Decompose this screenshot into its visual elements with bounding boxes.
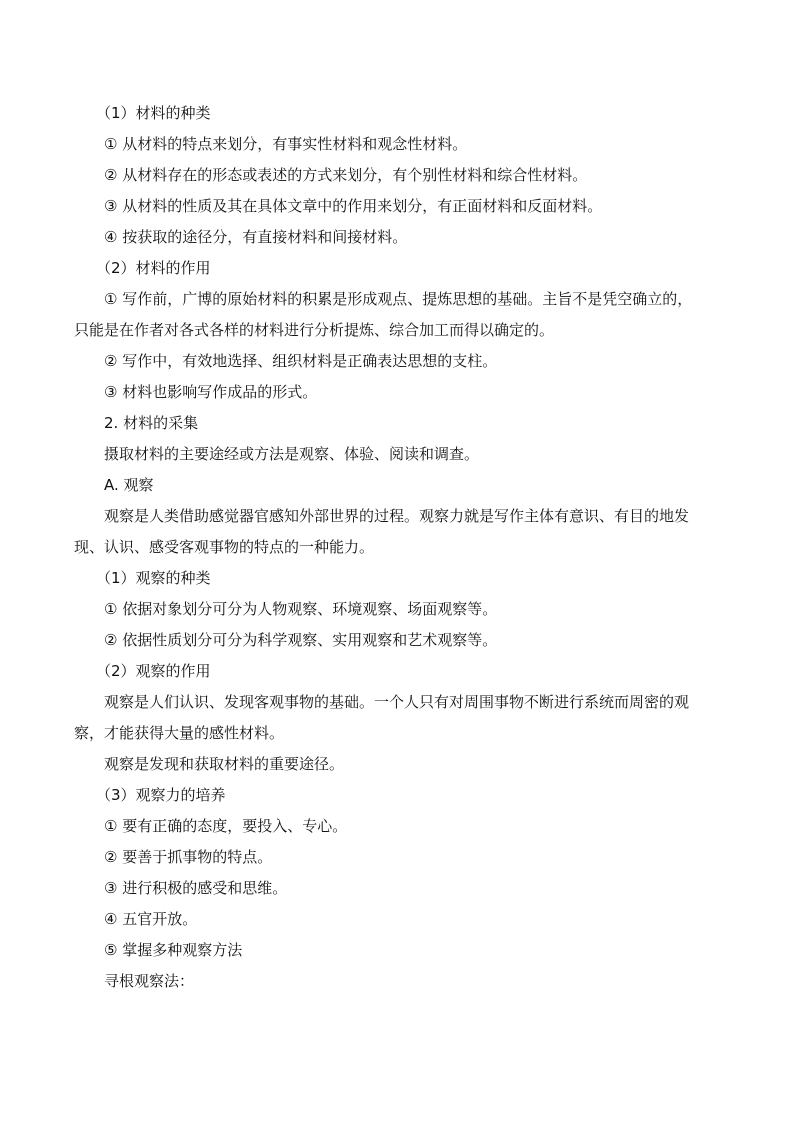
list-item: ③ 材料也影响写作成品的形式。	[104, 383, 318, 401]
section-heading-observation-role: （2）观察的作用	[96, 662, 211, 680]
section-heading-material-types: （1）材料的种类	[96, 104, 211, 122]
subsection-heading-observation: A. 观察	[104, 476, 154, 494]
document-body	[74, 98, 694, 997]
list-item: ⑤ 掌握多种观察方法	[104, 941, 243, 959]
paragraph-continuation: 只能是在作者对各式各样的材料进行分析提炼、综合加工而得以确定的。	[74, 321, 555, 339]
section-heading-observation-training: （3）观察力的培养	[96, 786, 226, 804]
list-item: ④ 按获取的途径分，有直接材料和间接材料。	[104, 228, 408, 246]
list-item: ① 写作前，广博的原始材料的积累是形成观点、提炼思想的基础。主旨不是凭空确立的，	[104, 290, 693, 308]
paragraph: 摄取材料的主要途经或方法是观察、体验、阅读和调查。	[104, 445, 480, 463]
list-item: ① 从材料的特点来划分，有事实性材料和观念性材料。	[104, 135, 468, 153]
section-heading-observation-types: （1）观察的种类	[96, 569, 211, 587]
list-item: ① 要有正确的态度，要投入、专心。	[104, 817, 348, 835]
list-item: ③ 从材料的性质及其在具体文章中的作用来划分，有正面材料和反面材料。	[104, 197, 603, 215]
paragraph-continuation: 察，才能获得大量的感性材料。	[74, 724, 285, 742]
list-item: ④ 五官开放。	[104, 910, 198, 928]
paragraph: 寻根观察法：	[104, 972, 195, 990]
section-heading-material-collection: 2. 材料的采集	[104, 414, 199, 432]
section-heading-material-role: （2）材料的作用	[96, 259, 211, 277]
list-item: ② 写作中，有效地选择、组织材料是正确表达思想的支柱。	[104, 352, 498, 370]
list-item: ② 依据性质划分可分为科学观察、实用观察和艺术观察等。	[104, 631, 498, 649]
list-item: ② 从材料存在的形态或表述的方式来划分，有个别性材料和综合性材料。	[104, 166, 588, 184]
list-item: ③ 进行积极的感受和思维。	[104, 879, 288, 897]
paragraph-continuation: 现、认识、感受客观事物的特点的一种能力。	[74, 538, 375, 556]
list-item: ② 要善于抓事物的特点。	[104, 848, 273, 866]
paragraph: 观察是人们认识、发现客观事物的基础。一个人只有对周围事物不断进行系统而周密的观	[104, 693, 690, 711]
paragraph: 观察是发现和获取材料的重要途径。	[104, 755, 345, 773]
paragraph: 观察是人类借助感觉器官感知外部世界的过程。观察力就是写作主体有意识、有目的地发	[104, 507, 690, 525]
list-item: ① 依据对象划分可分为人物观察、环境观察、场面观察等。	[104, 600, 498, 618]
